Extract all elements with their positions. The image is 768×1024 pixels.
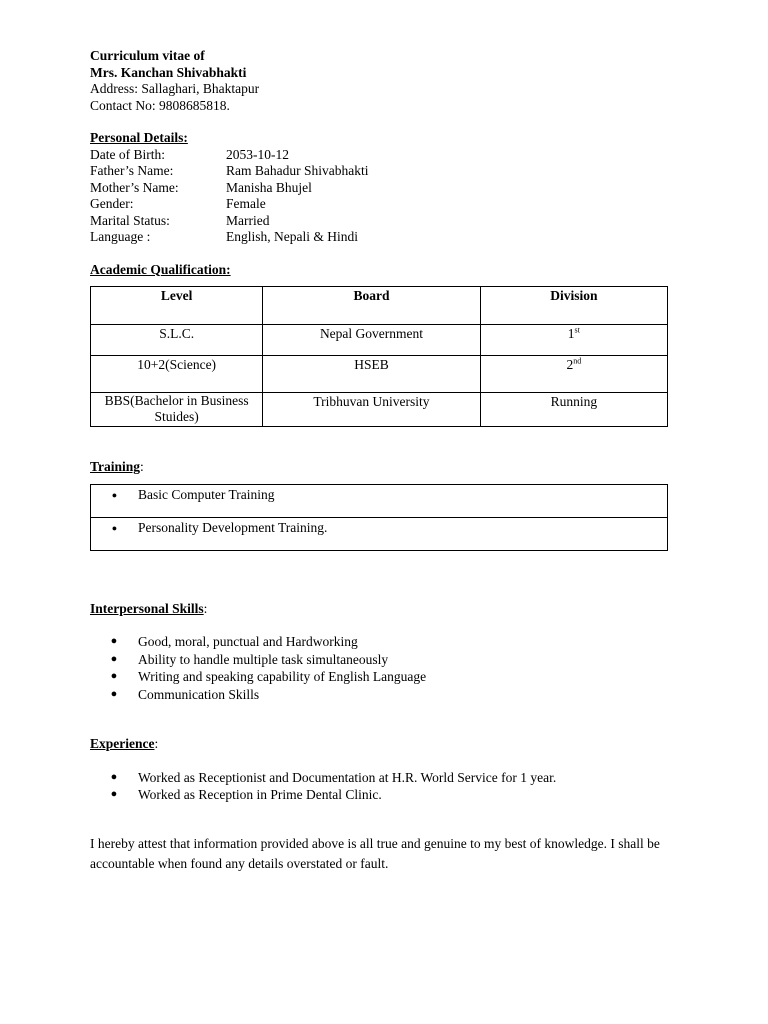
division-suffix: nd: [573, 356, 582, 366]
board-cell: HSEB: [263, 356, 480, 393]
personal-value: English, Nepali & Hindi: [226, 229, 358, 244]
address: Address: Sallaghari, Bhaktapur: [90, 81, 260, 96]
bullet-icon: ●: [110, 687, 118, 700]
list-item: ● Ability to handle multiple task simultaneously: [90, 651, 670, 669]
personal-row: [90, 163, 670, 180]
heading-colon: :: [154, 736, 159, 751]
skills-section: [90, 601, 670, 704]
level-cell: 10+2(Science): [91, 356, 263, 393]
training-section: [90, 459, 670, 551]
training-row: [91, 484, 668, 517]
table-row: [91, 356, 668, 393]
list-item: ● Worked as Reception in Prime Dental Clinic.: [90, 786, 670, 804]
experience-section: [90, 736, 670, 804]
bullet-icon: ●: [110, 670, 118, 682]
column-header: Level: [91, 287, 263, 325]
personal-value: Manisha Bhujel: [226, 179, 312, 195]
level-cell: S.L.C.: [91, 325, 263, 356]
training-row: [91, 517, 668, 550]
list-item: ● Worked as Receptionist and Documentation at H.R. World Service for 1 year.: [90, 769, 670, 787]
contact-number: Contact No: 9808685818.: [90, 97, 230, 113]
personal-label: Father’s Name:: [90, 163, 174, 178]
experience-heading: Experience: [90, 736, 155, 751]
academic-heading: Academic Qualification:: [90, 261, 231, 277]
training-table: [90, 484, 668, 551]
table-row: [91, 325, 668, 356]
personal-value: Female: [226, 196, 266, 211]
training-heading: Training: [90, 459, 141, 474]
cv-document: [90, 48, 670, 874]
personal-row: [90, 196, 670, 213]
personal-label: Gender:: [90, 196, 134, 211]
table-row: [91, 393, 668, 427]
division-value: 1: [567, 326, 575, 341]
personal-row: [90, 213, 670, 230]
board-cell: Nepal Government: [263, 325, 480, 356]
list-item: ● Good, moral, punctual and Hardworking: [90, 633, 670, 651]
heading-colon: :: [140, 459, 144, 474]
personal-label: Mother’s Name:: [90, 179, 179, 195]
column-header: Board: [263, 287, 480, 325]
training-heading-line: [90, 459, 670, 476]
division-cell: [480, 325, 667, 356]
skills-list: [90, 633, 670, 703]
bullet-icon: ●: [110, 788, 118, 800]
bullet-icon: ●: [110, 635, 118, 647]
personal-row: [90, 180, 670, 197]
bullet-icon: ●: [111, 489, 118, 500]
academic-section: [90, 262, 670, 428]
experience-heading-line: [90, 736, 670, 753]
skills-heading-line: [90, 601, 670, 618]
experience-list: [90, 769, 670, 804]
personal-label: Language :: [90, 229, 151, 244]
list-item: ● Writing and speaking capability of English Language: [90, 668, 670, 686]
personal-details-heading: Personal Details:: [90, 130, 188, 145]
personal-value: 2053-10-12: [226, 146, 289, 162]
skills-heading: Interpersonal Skills: [90, 600, 204, 616]
column-header: Division: [480, 287, 667, 325]
division-value: Running: [550, 394, 598, 409]
declaration-paragraph: I hereby attest that information provided above is all true and genuine to my best of knowledge. I shall be accountable when found any details overstated or fault.: [90, 835, 660, 871]
list-item: ● Communication Skills: [90, 686, 670, 704]
cv-name: Mrs. Kanchan Shivabhakti: [90, 64, 247, 80]
table-header-row: [91, 287, 668, 325]
bullet-icon: ●: [110, 652, 118, 665]
personal-row: [90, 229, 670, 246]
division-value: 2: [566, 357, 574, 372]
division-cell: [480, 356, 667, 393]
bullet-icon: ●: [110, 770, 118, 783]
division-cell: [480, 393, 667, 427]
personal-value: Married: [226, 212, 270, 228]
level-cell: BBS(Bachelor in Business Stuides): [91, 393, 263, 427]
training-item: Personality Development Training.: [138, 519, 328, 535]
personal-row: [90, 147, 670, 164]
training-item: Basic Computer Training: [138, 486, 275, 502]
division-suffix: st: [574, 325, 580, 335]
cv-title: Curriculum vitae of: [90, 48, 205, 63]
personal-value: Ram Bahadur Shivabhakti: [226, 163, 369, 178]
personal-label: Date of Birth:: [90, 146, 165, 162]
board-cell: Tribhuvan University: [263, 393, 480, 427]
bullet-icon: ●: [111, 522, 118, 533]
cv-header: [90, 48, 670, 114]
personal-label: Marital Status:: [90, 212, 170, 228]
academic-table: [90, 286, 668, 427]
personal-details-section: [90, 130, 670, 246]
heading-colon: :: [203, 600, 208, 616]
